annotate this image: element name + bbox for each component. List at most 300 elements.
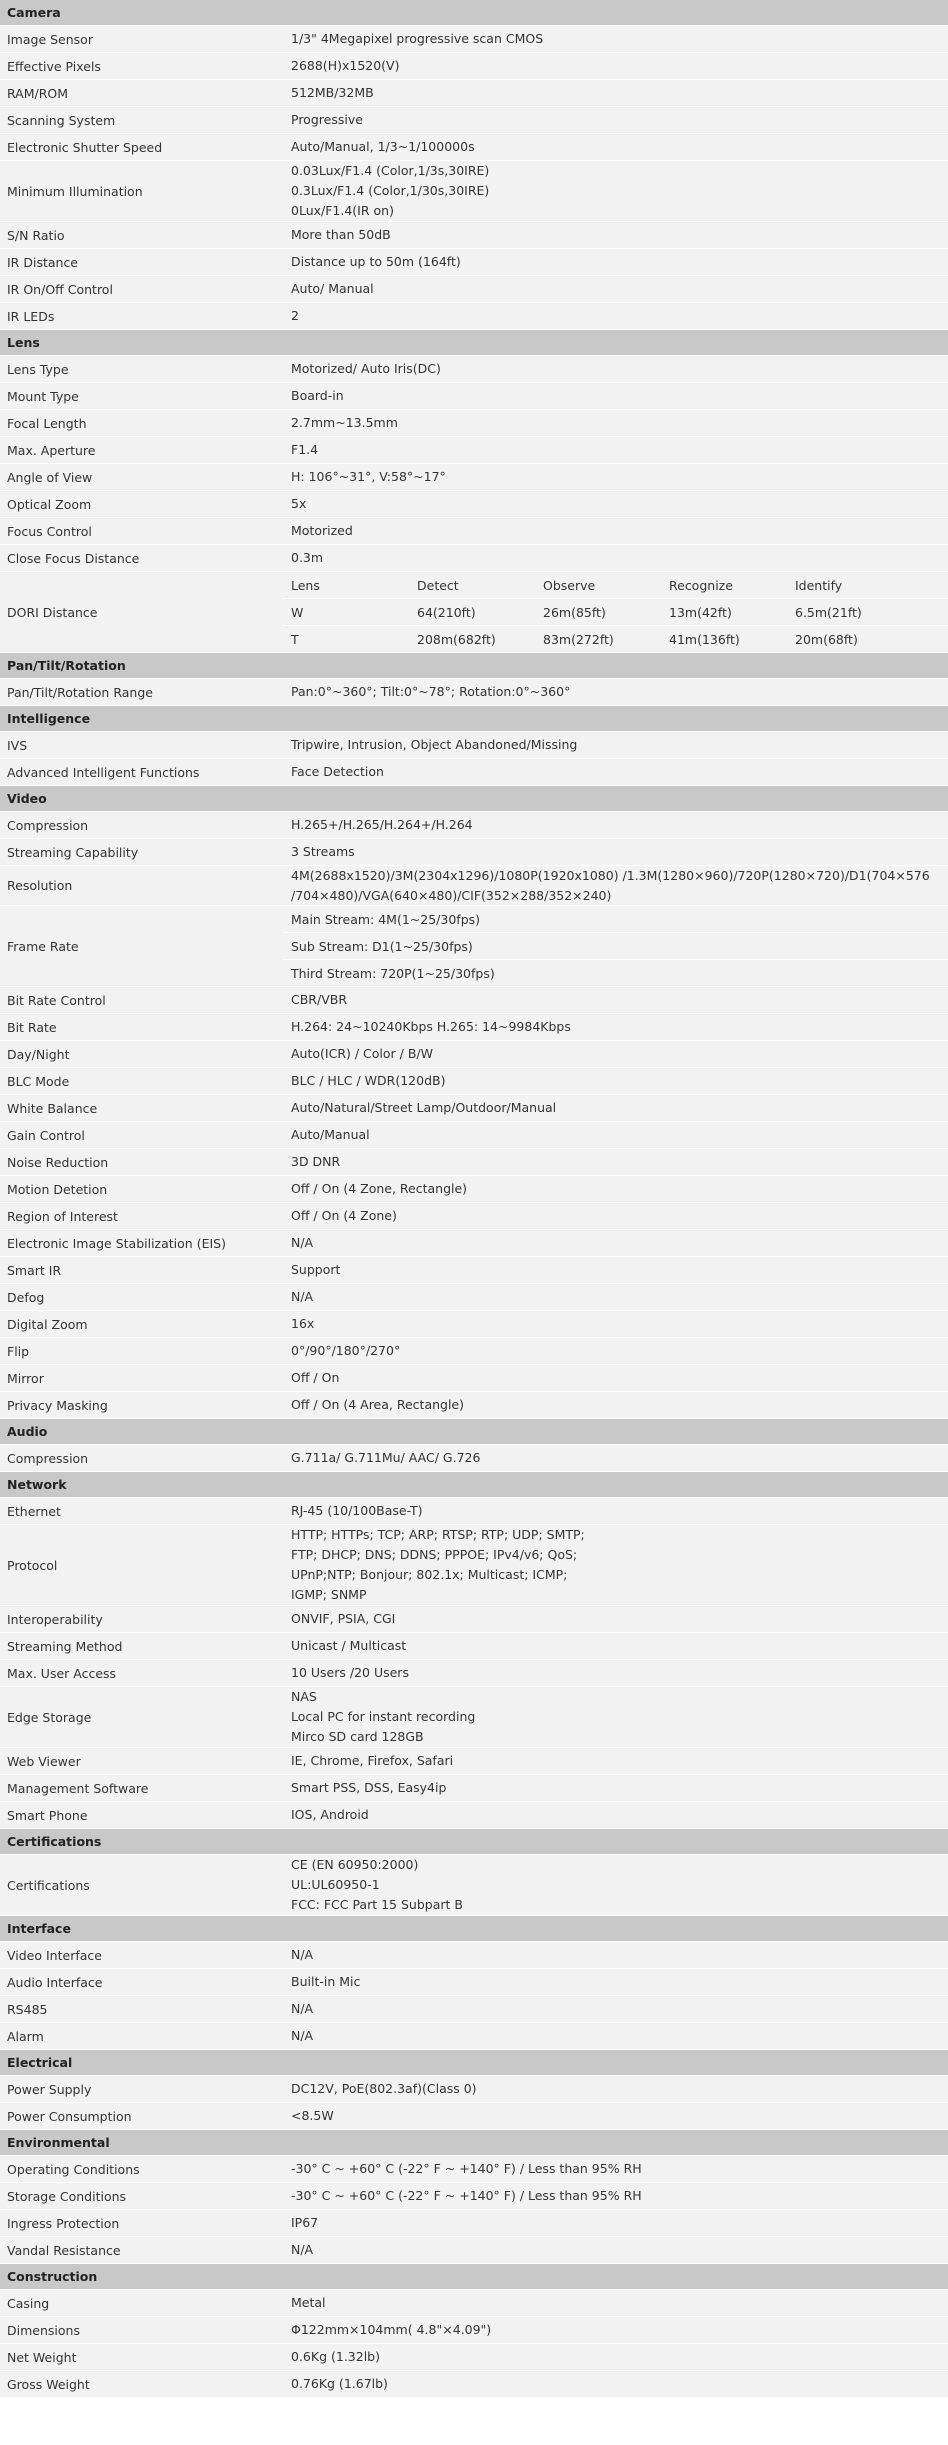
spec-value-line: BLC / HLC / WDR(120dB) bbox=[291, 1073, 446, 1088]
spec-value-line: Auto/ Manual bbox=[291, 281, 374, 296]
spec-label: Pan/Tilt/Rotation Range bbox=[7, 684, 153, 700]
dori-cell: 6.5m(21ft) bbox=[795, 604, 862, 620]
spec-row bbox=[0, 1041, 948, 1068]
spec-value bbox=[283, 410, 948, 436]
spec-value-line: F1.4 bbox=[291, 442, 319, 457]
spec-value-line: Metal bbox=[291, 2295, 326, 2310]
spec-value bbox=[283, 1445, 948, 1471]
spec-label: Gross Weight bbox=[7, 2376, 90, 2392]
spec-row bbox=[0, 2344, 948, 2371]
spec-row bbox=[0, 1802, 948, 1829]
spec-label: Streaming Capability bbox=[7, 844, 139, 860]
spec-value bbox=[283, 2290, 948, 2316]
spec-label: Resolution bbox=[7, 878, 73, 893]
spec-value bbox=[283, 2371, 948, 2397]
spec-label: Ingress Protection bbox=[7, 2215, 120, 2231]
spec-row bbox=[0, 2210, 948, 2237]
section-header: Interface bbox=[0, 1916, 948, 1942]
spec-row bbox=[0, 222, 948, 249]
spec-label: Casing bbox=[7, 2295, 50, 2311]
spec-row bbox=[0, 1176, 948, 1203]
spec-value-line: Auto/Manual bbox=[291, 1127, 370, 1142]
spec-row bbox=[0, 53, 948, 80]
spec-value-line: 2.7mm~13.5mm bbox=[291, 415, 398, 430]
spec-value bbox=[283, 1284, 948, 1310]
spec-value-line: Local PC for instant recording bbox=[291, 1709, 476, 1724]
spec-value bbox=[283, 53, 948, 79]
spec-value bbox=[283, 1802, 948, 1828]
dori-cell: T bbox=[291, 631, 299, 647]
dori-cell: 83m(272ft) bbox=[543, 631, 614, 647]
spec-row bbox=[0, 679, 948, 706]
spec-value-line: CBR/VBR bbox=[291, 992, 348, 1007]
spec-value bbox=[283, 1996, 948, 2022]
spec-row bbox=[0, 1969, 948, 1996]
spec-label: Power Supply bbox=[7, 2081, 92, 2097]
spec-row bbox=[0, 80, 948, 107]
dori-header-cell: Recognize bbox=[669, 577, 733, 593]
spec-row bbox=[0, 1014, 948, 1041]
spec-row bbox=[0, 356, 948, 383]
spec-row bbox=[0, 866, 948, 906]
spec-value bbox=[283, 2156, 948, 2182]
spec-label: Advanced Intelligent Functions bbox=[7, 764, 200, 780]
spec-label: S/N Ratio bbox=[7, 227, 65, 243]
spec-value bbox=[283, 1633, 948, 1659]
spec-value bbox=[283, 80, 948, 106]
spec-value bbox=[283, 1525, 948, 1605]
dori-cell: 13m(42ft) bbox=[669, 604, 732, 620]
spec-value-line: 0Lux/F1.4(IR on) bbox=[291, 203, 394, 218]
spec-value-line: 5x bbox=[291, 496, 307, 511]
spec-row bbox=[0, 732, 948, 759]
spec-label: Certifications bbox=[7, 1877, 90, 1893]
spec-value bbox=[283, 1392, 948, 1418]
spec-label: Max. User Access bbox=[7, 1665, 117, 1681]
spec-value bbox=[283, 1338, 948, 1364]
spec-label: Frame Rate bbox=[0, 906, 283, 987]
spec-label: Day/Night bbox=[7, 1046, 70, 1062]
spec-label: IR LEDs bbox=[7, 308, 55, 324]
frame-rate-row bbox=[0, 906, 948, 987]
spec-label: Storage Conditions bbox=[7, 2188, 127, 2204]
spec-label: Web Viewer bbox=[7, 1753, 81, 1769]
spec-value bbox=[283, 518, 948, 544]
spec-value-line: FCC: FCC Part 15 Subpart B bbox=[291, 1897, 463, 1912]
spec-row bbox=[0, 464, 948, 491]
dori-cell: 208m(682ft) bbox=[417, 631, 496, 647]
spec-row bbox=[0, 839, 948, 866]
section-header: Intelligence bbox=[0, 706, 948, 732]
spec-value-line: Support bbox=[291, 1262, 341, 1277]
spec-row bbox=[0, 26, 948, 53]
spec-label: Electronic Image Stabilization (EIS) bbox=[7, 1235, 226, 1251]
spec-value bbox=[283, 26, 948, 52]
spec-value bbox=[283, 1230, 948, 1256]
spec-value-line: 3D DNR bbox=[291, 1154, 341, 1169]
spec-value bbox=[283, 1095, 948, 1121]
dori-header-row bbox=[283, 572, 948, 599]
spec-row bbox=[0, 1525, 948, 1606]
spec-value-line: 2688(H)x1520(V) bbox=[291, 58, 400, 73]
dori-cell: 20m(68ft) bbox=[795, 631, 858, 647]
spec-value bbox=[283, 2103, 948, 2129]
spec-row bbox=[0, 812, 948, 839]
spec-value-line: /704×480)/VGA(640×480)/CIF(352×288/352×240) bbox=[291, 887, 612, 903]
spec-value-line: Off / On bbox=[291, 1370, 340, 1385]
spec-value-line: Pan:0°~360°; Tilt:0°~78°; Rotation:0°~360° bbox=[291, 684, 571, 699]
spec-label: Ethernet bbox=[7, 1503, 61, 1519]
spec-label: Scanning System bbox=[7, 112, 116, 128]
spec-row bbox=[0, 1775, 948, 1802]
spec-value-line: IE, Chrome, Firefox, Safari bbox=[291, 1753, 454, 1768]
spec-value bbox=[283, 134, 948, 160]
spec-value-line: Distance up to 50m (164ft) bbox=[291, 254, 461, 269]
spec-row bbox=[0, 1257, 948, 1284]
spec-value-line: H.265+/H.265/H.264+/H.264 bbox=[291, 817, 473, 832]
spec-value-line: N/A bbox=[291, 1947, 314, 1962]
spec-value-line: Off / On (4 Area, Rectangle) bbox=[291, 1397, 465, 1412]
spec-value-line: NAS bbox=[291, 1689, 317, 1704]
spec-value-line: Auto(ICR) / Color / B/W bbox=[291, 1046, 433, 1061]
spec-label: Edge Storage bbox=[7, 1709, 92, 1725]
spec-value bbox=[283, 437, 948, 463]
spec-label: RS485 bbox=[7, 2001, 48, 2017]
spec-row bbox=[0, 2371, 948, 2398]
spec-value bbox=[283, 222, 948, 248]
spec-row bbox=[0, 2103, 948, 2130]
dori-header-cell: Identify bbox=[795, 577, 843, 593]
spec-label: Mirror bbox=[7, 1370, 44, 1386]
spec-value-line: N/A bbox=[291, 1235, 314, 1250]
spec-value bbox=[283, 1606, 948, 1632]
spec-row bbox=[0, 437, 948, 464]
spec-label: White Balance bbox=[7, 1100, 98, 1116]
spec-label: Electronic Shutter Speed bbox=[7, 139, 163, 155]
spec-row bbox=[0, 1122, 948, 1149]
spec-row bbox=[0, 1498, 948, 1525]
spec-value-line: 0.6Kg (1.32lb) bbox=[291, 2349, 380, 2364]
spec-label: Defog bbox=[7, 1289, 45, 1305]
spec-value bbox=[283, 2076, 948, 2102]
spec-value bbox=[283, 1149, 948, 1175]
section-header: Pan/Tilt/Rotation bbox=[0, 653, 948, 679]
spec-value-line: Unicast / Multicast bbox=[291, 1638, 407, 1653]
spec-value-line: 512MB/32MB bbox=[291, 85, 374, 100]
spec-value bbox=[283, 1748, 948, 1774]
spec-row bbox=[0, 2023, 948, 2050]
spec-row bbox=[0, 491, 948, 518]
spec-label: Flip bbox=[7, 1343, 30, 1359]
spec-label: Audio Interface bbox=[7, 1974, 103, 1990]
spec-value bbox=[283, 1969, 948, 1995]
section-header: Network bbox=[0, 1472, 948, 1498]
spec-row bbox=[0, 1748, 948, 1775]
spec-value bbox=[283, 2023, 948, 2049]
spec-label: Vandal Resistance bbox=[7, 2242, 121, 2258]
spec-value-line: 0.3Lux/F1.4 (Color,1/30s,30IRE) bbox=[291, 183, 490, 198]
spec-label: Compression bbox=[7, 1450, 89, 1466]
spec-value-line: H: 106°~31°, V:58°~17° bbox=[291, 469, 446, 484]
spec-value-line: Off / On (4 Zone) bbox=[291, 1208, 397, 1223]
spec-value-line: DC12V, PoE(802.3af)(Class 0) bbox=[291, 2081, 477, 2096]
spec-label: Gain Control bbox=[7, 1127, 85, 1143]
spec-label: Alarm bbox=[7, 2028, 44, 2044]
spec-value-line: 2 bbox=[291, 308, 299, 323]
spec-value-line: Φ122mm×104mm( 4.8"×4.09") bbox=[291, 2322, 492, 2337]
spec-label: Management Software bbox=[7, 1780, 149, 1796]
spec-value bbox=[283, 1365, 948, 1391]
spec-value-line: Tripwire, Intrusion, Object Abandoned/Missing bbox=[291, 737, 578, 752]
spec-row bbox=[0, 303, 948, 330]
spec-value bbox=[283, 866, 948, 905]
section-header: Certifications bbox=[0, 1829, 948, 1855]
spec-row bbox=[0, 134, 948, 161]
spec-label: Privacy Masking bbox=[7, 1397, 108, 1413]
spec-value-line: FTP; DHCP; DNS; DDNS; PPPOE; IPv4/v6; QoS; bbox=[291, 1547, 578, 1562]
spec-value-line: Built-in Mic bbox=[291, 1974, 361, 1989]
spec-value bbox=[283, 464, 948, 490]
spec-row bbox=[0, 1068, 948, 1095]
spec-value bbox=[283, 1041, 948, 1067]
spec-value bbox=[283, 1176, 948, 1202]
dori-cell: W bbox=[291, 604, 304, 620]
spec-label: Region of Interest bbox=[7, 1208, 118, 1224]
spec-value-line: Auto/Manual, 1/3~1/100000s bbox=[291, 139, 475, 154]
spec-value-line: HTTP; HTTPs; TCP; ARP; RTSP; RTP; UDP; SMTP; bbox=[291, 1527, 585, 1542]
spec-label: Interoperability bbox=[7, 1611, 103, 1627]
spec-value bbox=[283, 545, 948, 571]
spec-row bbox=[0, 2317, 948, 2344]
spec-value bbox=[283, 383, 948, 409]
dori-data-row bbox=[283, 599, 948, 626]
spec-label: Streaming Method bbox=[7, 1638, 123, 1654]
spec-row bbox=[0, 1338, 948, 1365]
spec-label: Compression bbox=[7, 817, 89, 833]
spec-value-line: H.264: 24~10240Kbps H.265: 14~9984Kbps bbox=[291, 1019, 571, 1034]
spec-value bbox=[283, 679, 948, 705]
spec-row bbox=[0, 1855, 948, 1916]
spec-label: RAM/ROM bbox=[7, 85, 69, 101]
spec-label: IVS bbox=[7, 737, 28, 753]
spec-row bbox=[0, 1203, 948, 1230]
spec-label: Net Weight bbox=[7, 2349, 77, 2365]
spec-value bbox=[283, 1068, 948, 1094]
dori-cell: 41m(136ft) bbox=[669, 631, 740, 647]
spec-row bbox=[0, 161, 948, 222]
spec-row bbox=[0, 1095, 948, 1122]
dori-distance-row bbox=[0, 572, 948, 653]
spec-value-line: N/A bbox=[291, 1289, 314, 1304]
spec-row bbox=[0, 759, 948, 786]
spec-label: Mount Type bbox=[7, 388, 79, 404]
spec-row bbox=[0, 1942, 948, 1969]
spec-value bbox=[283, 491, 948, 517]
spec-value-line: 0.03Lux/F1.4 (Color,1/3s,30IRE) bbox=[291, 163, 490, 178]
spec-value bbox=[283, 1942, 948, 1968]
spec-label: Focus Control bbox=[7, 523, 92, 539]
spec-label: Optical Zoom bbox=[7, 496, 92, 512]
spec-label: Bit Rate Control bbox=[7, 992, 106, 1008]
spec-row bbox=[0, 1230, 948, 1257]
spec-row bbox=[0, 1392, 948, 1419]
spec-value bbox=[283, 1775, 948, 1801]
spec-value-line: G.711a/ G.711Mu/ AAC/ G.726 bbox=[291, 1450, 481, 1465]
spec-label: Motion Detetion bbox=[7, 1181, 108, 1197]
spec-value bbox=[283, 356, 948, 382]
spec-value-line: Motorized bbox=[291, 523, 353, 538]
spec-label: Focal Length bbox=[7, 415, 87, 431]
spec-value-line: 4M(2688x1520)/3M(2304x1296)/1080P(1920x1080) /1.3M(1280×960)/720P(1280×720)/D1(704×576 bbox=[291, 867, 930, 883]
spec-value-line: Progressive bbox=[291, 112, 363, 127]
spec-row bbox=[0, 1365, 948, 1392]
spec-row bbox=[0, 1284, 948, 1311]
spec-value-line: IOS, Android bbox=[291, 1807, 369, 1822]
section-header: Lens bbox=[0, 330, 948, 356]
frame-rate-line: Sub Stream: D1(1~25/30fps) bbox=[283, 933, 948, 960]
frame-rate-values bbox=[283, 906, 948, 987]
spec-label: IR Distance bbox=[7, 254, 79, 270]
dori-header-cell: Detect bbox=[417, 577, 459, 593]
spec-label: Angle of View bbox=[7, 469, 93, 485]
spec-row bbox=[0, 2156, 948, 2183]
spec-label: Lens Type bbox=[7, 361, 69, 377]
section-header: Audio bbox=[0, 1419, 948, 1445]
spec-value bbox=[283, 1660, 948, 1686]
spec-value bbox=[283, 2183, 948, 2209]
spec-value-line: Mirco SD card 128GB bbox=[291, 1729, 424, 1744]
spec-value-line: 1/3" 4Megapixel progressive scan CMOS bbox=[291, 31, 544, 46]
dori-header-cell: Observe bbox=[543, 577, 596, 593]
spec-value-line: <8.5W bbox=[291, 2108, 334, 2123]
section-header: Construction bbox=[0, 2264, 948, 2290]
spec-value bbox=[283, 1311, 948, 1337]
spec-label: Minimum Illumination bbox=[7, 183, 143, 199]
spec-row bbox=[0, 518, 948, 545]
spec-label: Power Consumption bbox=[7, 2108, 132, 2124]
spec-label: Max. Aperture bbox=[7, 442, 96, 458]
spec-row bbox=[0, 383, 948, 410]
spec-row bbox=[0, 2183, 948, 2210]
spec-row bbox=[0, 1687, 948, 1748]
spec-value-line: More than 50dB bbox=[291, 227, 391, 242]
section-header: Camera bbox=[0, 0, 948, 26]
spec-value-line: IP67 bbox=[291, 2215, 319, 2230]
spec-value-line: -30° C ~ +60° C (-22° F ~ +140° F) / Less than 95% RH bbox=[291, 2188, 642, 2203]
spec-label: Protocol bbox=[7, 1557, 58, 1573]
spec-value-line: Motorized/ Auto Iris(DC) bbox=[291, 361, 441, 376]
spec-label: Digital Zoom bbox=[7, 1316, 88, 1332]
spec-row bbox=[0, 276, 948, 303]
spec-value-line: 10 Users /20 Users bbox=[291, 1665, 409, 1680]
spec-value bbox=[283, 1203, 948, 1229]
frame-rate-line: Third Stream: 720P(1~25/30fps) bbox=[283, 960, 948, 987]
dori-data-row bbox=[283, 626, 948, 653]
spec-value-line: 0.76Kg (1.67lb) bbox=[291, 2376, 388, 2391]
spec-value bbox=[283, 1855, 948, 1915]
spec-value bbox=[283, 249, 948, 275]
section-header: Electrical bbox=[0, 2050, 948, 2076]
spec-row bbox=[0, 545, 948, 572]
spec-value bbox=[283, 2210, 948, 2236]
section-header: Video bbox=[0, 786, 948, 812]
spec-value bbox=[283, 987, 948, 1013]
spec-value-line: Smart PSS, DSS, Easy4ip bbox=[291, 1780, 447, 1795]
spec-value-line: 3 Streams bbox=[291, 844, 355, 859]
spec-row bbox=[0, 2237, 948, 2264]
spec-value-line: 0°/90°/180°/270° bbox=[291, 1343, 401, 1358]
spec-value bbox=[283, 759, 948, 785]
dori-cell: 64(210ft) bbox=[417, 604, 476, 620]
spec-value bbox=[283, 1498, 948, 1524]
spec-label: Smart IR bbox=[7, 1262, 62, 1278]
spec-label: Noise Reduction bbox=[7, 1154, 109, 1170]
spec-value bbox=[283, 276, 948, 302]
spec-row bbox=[0, 2290, 948, 2317]
spec-value-line: Board-in bbox=[291, 388, 344, 403]
spec-value bbox=[283, 2237, 948, 2263]
spec-label: Effective Pixels bbox=[7, 58, 101, 74]
spec-value-line: RJ-45 (10/100Base-T) bbox=[291, 1503, 423, 1518]
spec-value-line: IGMP; SNMP bbox=[291, 1587, 367, 1602]
dori-cell: 26m(85ft) bbox=[543, 604, 606, 620]
spec-value bbox=[283, 1122, 948, 1148]
spec-value-line: Auto/Natural/Street Lamp/Outdoor/Manual bbox=[291, 1100, 557, 1115]
spec-value bbox=[283, 161, 948, 221]
spec-row bbox=[0, 1149, 948, 1176]
spec-label: IR On/Off Control bbox=[7, 281, 113, 297]
section-header: Environmental bbox=[0, 2130, 948, 2156]
spec-value-line: Off / On (4 Zone, Rectangle) bbox=[291, 1181, 468, 1196]
spec-value bbox=[283, 1257, 948, 1283]
spec-value bbox=[283, 2317, 948, 2343]
spec-value bbox=[283, 1014, 948, 1040]
spec-value bbox=[283, 107, 948, 133]
spec-row bbox=[0, 107, 948, 134]
spec-row bbox=[0, 1445, 948, 1472]
spec-value bbox=[283, 303, 948, 329]
spec-value-line: -30° C ~ +60° C (-22° F ~ +140° F) / Less than 95% RH bbox=[291, 2161, 642, 2176]
spec-label: Close Focus Distance bbox=[7, 550, 140, 566]
spec-row bbox=[0, 1311, 948, 1338]
spec-row bbox=[0, 1660, 948, 1687]
frame-rate-line: Main Stream: 4M(1~25/30fps) bbox=[283, 906, 948, 933]
spec-value bbox=[283, 1687, 948, 1747]
spec-label: Dimensions bbox=[7, 2322, 80, 2338]
spec-label: Bit Rate bbox=[7, 1019, 57, 1035]
spec-value-line: 0.3m bbox=[291, 550, 324, 565]
dori-table bbox=[283, 572, 948, 653]
spec-row bbox=[0, 2076, 948, 2103]
spec-label: Operating Conditions bbox=[7, 2161, 140, 2177]
spec-row bbox=[0, 410, 948, 437]
spec-row bbox=[0, 1633, 948, 1660]
spec-value bbox=[283, 732, 948, 758]
spec-value-line: N/A bbox=[291, 2028, 314, 2043]
spec-value-line: CE (EN 60950:2000) bbox=[291, 1857, 419, 1872]
spec-value bbox=[283, 812, 948, 838]
spec-label: Image Sensor bbox=[7, 31, 93, 47]
spec-row bbox=[0, 987, 948, 1014]
spec-value-line: UPnP;NTP; Bonjour; 802.1x; Multicast; ICMP; bbox=[291, 1567, 568, 1582]
dori-header-cell: Lens bbox=[291, 577, 320, 593]
spec-row bbox=[0, 249, 948, 276]
spec-label: Video Interface bbox=[7, 1947, 102, 1963]
spec-value-line: UL:UL60950-1 bbox=[291, 1877, 380, 1892]
spec-row bbox=[0, 1606, 948, 1633]
spec-value bbox=[283, 839, 948, 865]
spec-label: BLC Mode bbox=[7, 1073, 70, 1089]
